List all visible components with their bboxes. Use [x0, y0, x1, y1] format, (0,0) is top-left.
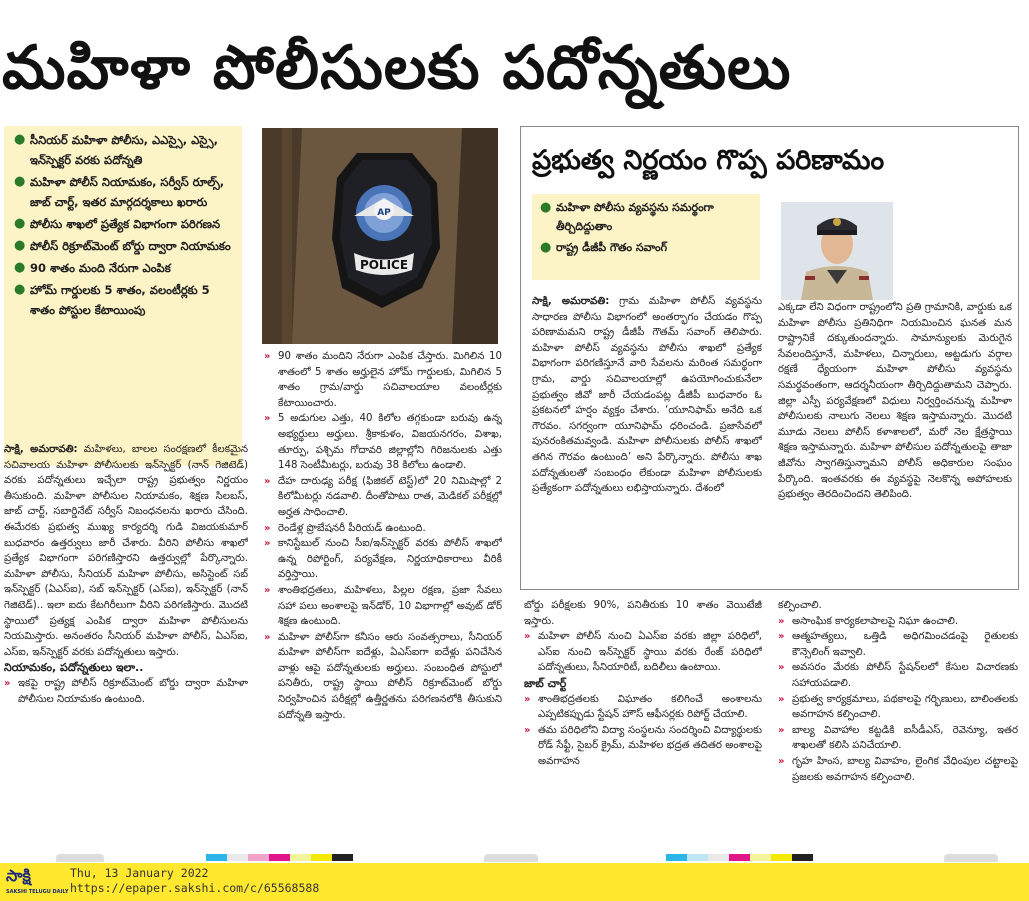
police-uniform-photo [262, 128, 498, 344]
dgp-portrait [781, 202, 893, 300]
highlight-item: ● 90 శాతం మంది నేరుగా ఎంపిక [12, 258, 234, 278]
badge-police-text: POLICE [359, 258, 409, 272]
arrow-icon: » [778, 631, 785, 643]
arrow-icon: » [264, 538, 271, 550]
list-item: » శాంతిభద్రతలు, మహిళలు, పిల్లల రక్షణ, ప్రజా సేవలు సహా పలు అంశాలపై ఇన్‌డోర్, 10 విభాగాల్లో అవుట్ డోర్ శిక్షణ ఉంటుంది. [264, 584, 502, 628]
article-column-2 [264, 349, 502, 843]
list-item: » మహిళా పోలీస్ నుంచి ఏఎస్ఐ వరకు జిల్లా పరిధిలో, ఎస్ఐ నుంచి ఇన్‌స్పెక్టర్ స్థాయి వరకు రేంజ్ పరిధిలో పదోన్నతులు, సీనియారిటీ, బదిలీలు ఉంటాయి. [524, 631, 762, 674]
highlight-item: ● పోలీస్ రిక్రూట్‌మెంట్ బోర్డు ద్వారా నియామకం [12, 236, 234, 256]
dgp-story-title: ప్రభుత్వ నిర్ణయం గొప్ప పరిణామం [532, 145, 885, 176]
list-item: » తమ పరిధిలోని విద్యా సంస్థలను సందర్శించి విద్యార్థులకు రోడ్ సేఫ్టీ, సైబర్ క్రైమ్, మహిళల భద్రత తదితర అంశాలపై అవగాహన [524, 724, 762, 767]
highlights-box [4, 126, 242, 466]
bullet-icon: ● [14, 260, 26, 275]
arrow-icon: » [264, 631, 271, 643]
list-item: » ఇకపై రాష్ట్ర పోలీస్ రిక్రూట్‌మెంట్ బోర్డు ద్వారా మహిళా పోలీసుల నియామకం ఉంటుంది. [4, 677, 248, 705]
list-item: » అసాంఘిక కార్యకలాపాలపై నిఘా ఉంచాలి. [778, 614, 1018, 630]
bullet-icon: ● [14, 216, 26, 231]
subheading: జాబ్ చార్ట్ [524, 676, 567, 690]
list-item: » దేహ దారుఢ్య పరీక్ష (ఫిజికల్ టెస్ట్)లో 20 నిమిషాల్లో 2 కిలోమీటర్లు నడవాలి. దీంతోపాటు రాత, మెడికల్ పరీక్షల్లో అర్హత సాధించాలి. [264, 475, 502, 518]
arrow-icon: » [778, 662, 785, 674]
dgp-story-right-column [778, 300, 1012, 586]
sakshi-logo[interactable]: సాక్షి [6, 866, 31, 885]
bullet-icon: ● [540, 240, 552, 255]
arrow-icon: » [778, 755, 785, 767]
list-item: » 5 అడుగుల ఎత్తు, 40 కిలోల తగ్గకుండా బరువు ఉన్న అభ్యర్థులు అర్హులు. శ్రీకాకుళం, విజయనగరం, విశాఖ, తూర్పు, పశ్చిమ గోదావరి జిల్లాల్లోని గిరిజనులకు ఎత్తు 148 సెంటీమీటర్లు, బరువు 38 కిలోలు ఉండాలి. [264, 413, 502, 472]
bullet-icon: ● [14, 132, 26, 147]
dgp-portrait-image [781, 202, 893, 300]
list-item: » 90 శాతం మందిని నేరుగా ఎంపిక చేస్తారు. మిగిలిన 10 శాతంలో 5 శాతం అర్హులైన హోమ్ గార్డులకు, మిగిలిన 5 శాతం గ్రామ/వార్డు సచివాలయాల వలంటీర్లకు కేటాయించారు. [264, 351, 502, 409]
article-paragraph: బోర్డు పరీక్షలకు 90%, పనితీరుకు 10 శాతం వెయిటేజీ ఇస్తారు. [524, 600, 762, 627]
article-paragraph: కల్పించాలి. [778, 600, 822, 611]
arrow-icon: » [264, 584, 271, 596]
bullet-icon: ● [14, 174, 26, 189]
byline: సాక్షి, అమరావతి: [532, 296, 610, 307]
arrow-icon: » [778, 615, 785, 627]
list-item: » రెండేళ్ల ప్రొబేషనరీ పీరియడ్ ఉంటుంది. [264, 521, 502, 537]
arrow-icon: » [4, 677, 11, 689]
highlight-item: ● మహిళా పోలీసు వ్యవస్థను సమర్థంగా తీర్చిదిద్దుతాం [540, 200, 714, 233]
arrow-icon: » [524, 724, 531, 736]
list-item: » గృహ హింస, బాల్య వివాహం, లైంగిక వేధింపుల చట్టాలపై ప్రజలకు అవగాహన కల్పించాలి. [778, 755, 1018, 783]
list-item: » మహిళా పోలీస్‌గా కనీసం ఆరు సంవత్సరాలు, సీనియర్ మహిళా పోలీస్‌గా ఐదేళ్లు, ఏఎస్ఐగా ఐదేళ్లు పనిచేసిన వాళ్లు ఆపై పదోన్నతులకు అర్హులు. సంబంధిత పోస్టులో పనితీరు, రాష్ట్ర స్థాయి పోలీస్ రిక్రూట్‌మెంట్ బోర్డు నిర్వహించిన పరీక్షల్లో ఉత్తీర్ణతను పరిగణనలోకి తీసుకుని పదోన్నతి ఇస్తారు. [264, 631, 502, 721]
dgp-story-left-column [532, 294, 762, 586]
arrow-icon: » [778, 724, 785, 736]
subheading: నియామకం, పదోన్నతులు ఇలా.. [4, 661, 144, 675]
badge-ap-text: AP [377, 208, 391, 218]
article-column-1 [4, 442, 248, 842]
edition-date: Thu, 13 January 2022 [70, 866, 209, 880]
article-paragraph: సాక్షి, అమరావతి: గ్రామ మహిళా పోలీస్ వ్యవస్థను సాధారణ పోలీసు విభాగంలో అంతర్భాగం చేయడం గొప్ప పరిణామమని రాష్ట్ర డీజీపీ గౌతమ్ సవాంగ్ తెలిపారు. మహిళా పోలీస్ వ్యవస్థను పోలీసు శాఖలో ప్రత్యేక విభాగంగా పరిగణిస్తూనే వారి సేవలను మరింత సమర్థంగా గ్రామ, వార్డు సచివాలయాల్లో ఉపయోగించుకునేలా ప్రభుత్వం జీవో జారీ చేయడంపట్ల డీజీపీ బుధవారం ఓ ప్రకటనలో హర్షం వ్యక్తం చేశారు. ‘యూనిఫామ్ అనేది ఒక గౌరవం. సగర్వంగా యూనిఫామ్ ధరించండి. ప్రజాసేవలో పునరంకితమవ్వండి. మహిళా పోలీసులకు పోలీస్ శాఖలో తగిన గౌరవం ఉంటుంది’ అని పేర్కొన్నారు. పోలీసు శాఖ పదోన్నతులతో సంబంధం లేకుండా మహిళా పోలీసులకు ప్రత్యేకంగా పదోన్నతులు లభిస్తాయన్నారు. దేశంలో [532, 296, 762, 495]
highlight-item: ● మహిళా పోలీస్ నియామకం, సర్వీస్ రూల్స్, జాబ్ చార్ట్, ఇతర మార్గదర్శకాలు ఖరారు [14, 174, 225, 209]
arrow-icon: » [778, 693, 785, 705]
list-item: » బాల్య వివాహాల కట్టడికి ఐసీడీఎస్, రెవెన్యూ, ఇతర శాఖలతో కలిసి పనిచేయాలి. [778, 724, 1018, 752]
dgp-highlights-box [532, 194, 760, 280]
highlight-item: ● రాష్ట్ర డీజీపీ గౌతం సవాంగ్ [540, 240, 668, 255]
bullet-icon: ● [14, 238, 26, 253]
arrow-icon: » [524, 631, 531, 643]
arrow-icon: » [264, 475, 271, 487]
highlight-item: ● సీనియర్ మహిళా పోలీసు, ఎఎస్సై, ఎస్సై, ఇన్‌స్పెక్టర్ వరకు పదోన్నతి [14, 132, 218, 167]
print-mark [944, 854, 998, 862]
color-registration-strip [206, 854, 353, 861]
article-column-4 [778, 598, 1018, 843]
list-item: » అవసరం మేరకు పోలీస్ స్టేషన్‌లలో కేసుల విచారణకు సహాయపడాలి. [778, 662, 1018, 689]
highlight-item: ● పోలీసు శాఖలో ప్రత్యేక విభాగంగా పరిగణన [12, 214, 234, 234]
bullet-icon: ● [14, 282, 26, 297]
arrow-icon: » [264, 522, 271, 534]
arrow-icon: » [264, 413, 271, 425]
bullet-icon: ● [540, 200, 552, 215]
highlight-item: ● హోమ్ గార్డులకు 5 శాతం, వలంటీర్లకు 5 శాతం పోస్టుల కేటాయింపు [14, 282, 210, 317]
arrow-icon: » [264, 351, 271, 362]
list-item: » శాంతిభద్రతలకు విఘాతం కలిగించే అంశాలను ఎప్పటికప్పుడు స్టేషన్ హౌస్ ఆఫీసర్లకు రిపోర్ట్ చేయాలి. [524, 693, 762, 721]
sakshi-logo-subtitle: SAKSHI TELUGU DAILY [6, 889, 69, 895]
article-paragraph: ఎక్కడా లేని విధంగా రాష్ట్రంలోని ప్రతి గ్రామానికి, వార్డుకు ఒక మహిళా పోలీసు ప్రతినిధిగా నియమించిన ఘనత మన రాష్ట్రానికే దక్కుతుందన్నారు. సామాన్యులకు మెరుగైన సేవలందిస్తూనే, మహిళలు, చిన్నారులు, అట్టడుగు వర్గాల రక్షణే ధ్యేయంగా మహిళా పోలీసు వ్యవస్థను సమర్థవంతంగా, ఆదర్శనీయంగా తీర్చిదిద్దుతామని చెప్పారు. జిల్లా ఎస్పీ పర్యవేక్షణలో విధులు నిర్వర్తించనున్న మహిళా పోలీసులకు నాలుగు నెలలు శిక్షణ ఇస్తామన్నారు. మొదటి మూడు నెలలు పోలీస్ కళాశాలలో, మరో నెల క్షేత్రస్థాయి శిక్షణ ఇస్తామన్నారు. మహిళా పోలీసుల పదోన్నతులపై తాజా జీవోను స్వాగతిస్తున్నామని పోలీస్ అధికారుల సంఘం పేర్కొంది. ఇంతవరకు ఈ వ్యవస్థపై నెలకొన్న అపోహలకు ప్రభుత్వం తెరదించిందని తెలిపింది. [778, 302, 1012, 501]
article-paragraph: సాక్షి, అమరావతి: మహిళలు, బాలల సంరక్షణలో కీలకమైన సచివాలయ మహిళా పోలీసులకు ఇన్‌స్పెక్టర్ (నాన్ గెజిటెడ్) వరకు పదోన్నతులు ఇచ్చేలా రాష్ట్ర ప్రభుత్వం నిర్ణయం తీసుకుంది. మహిళా పోలీసుల నియామకం, శిక్షణ సిలబస్, జాబ్ చార్ట్, సబార్డినేట్ సర్వీస్ నిబంధనలను ఖరారు చేసింది. ఈమేరకు ప్రభుత్వ ముఖ్య కార్యదర్శి గుడి విజయకుమార్ బుధవారం ఉత్తర్వులు జారీ చేశారు. వీరిని పోలీసు శాఖలో ప్రత్యేక విభాగంగా పరిగణిస్తారని ఉత్తర్వుల్లో పేర్కొన్నారు. మహిళా పోలీసు, సీనియర్ మహిళా పోలీసు, అసిస్టెంట్ సబ్ ఇన్‌స్పెక్టర్ (ఏఎస్ఐ), సబ్ ఇన్‌స్పెక్టర్ (ఎస్ఐ), ఇన్‌స్పెక్టర్ (నాన్ గెజిటెడ్).. ఇలా ఐదు కేటగిరీలుగా వీరిని పరిగణిస్తారు. మొదటి స్థాయిలో ప్రత్యక్ష ఎంపిక ద్వారా మహిళా పోలీసులను నియమిస్తారు. అనంతరం సీనియర్ మహిళా పోలీస్, ఏఎస్ఐ, ఎస్ఐ, ఇన్‌స్పెక్టర్ వరకు పదోన్నతులు ఇస్తారు. [4, 444, 248, 658]
print-mark [56, 854, 104, 862]
byline: సాక్షి, అమరావతి: [4, 444, 78, 455]
arrow-icon: » [524, 693, 531, 705]
list-item: » ఆత్మహత్యలు, ఒత్తిడి అధిగమించడంపై రైతులకు కౌన్సెలింగ్ ఇవ్వాలి. [778, 631, 1018, 658]
police-badge-image [262, 128, 498, 344]
print-mark [484, 854, 538, 862]
epaper-url[interactable]: https://epaper.sakshi.com/c/65568588 [70, 881, 320, 895]
color-registration-strip [666, 854, 813, 861]
list-item: » కానిస్టేబుల్ నుంచి సీఐ/ఇన్‌స్పెక్టర్ వరకు పోలీస్ శాఖలో ఉన్న రిపోర్టింగ్, పర్యవేక్షణ, నిర్ణయాధికారాలు వీరికీ వర్తిస్తాయి. [264, 538, 502, 581]
article-column-3 [524, 598, 762, 843]
list-item: » ప్రభుత్వ కార్యక్రమాలు, పథకాలపై గర్భిణులు, బాలింతలకు అవగాహన కల్పించాలి. [778, 693, 1018, 721]
headline: మహిళా పోలీసులకు పదోన్నతులు [2, 33, 792, 103]
